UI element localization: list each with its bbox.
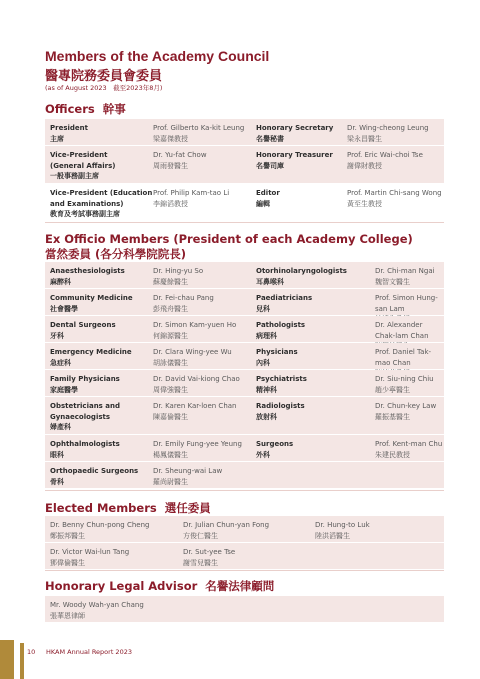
page-title-chinese: 醫專院務委員會委員 xyxy=(45,69,163,84)
ex-officio-heading-zh: 當然委員 (各分科學院院長) xyxy=(45,247,187,261)
college-row xyxy=(45,289,444,315)
college-label: Obstetricians and Gynaecologists 婦產科 xyxy=(50,402,120,431)
elected-heading-en: Elected Members xyxy=(45,501,157,515)
member-name: Prof. Philip Kam-tao Li 李錦滔教授 xyxy=(153,189,230,208)
college-label: Radiologists 放射科 xyxy=(256,402,305,421)
page-number: 10 xyxy=(27,648,36,656)
college-row xyxy=(45,397,444,434)
college-row xyxy=(45,462,444,488)
member-name: Dr. Fei-chau Pang 彭飛舟醫生 xyxy=(153,294,214,313)
member-name: Dr. Wing-cheong Leung 梁永昌醫生 xyxy=(347,124,429,143)
member-name: Dr. David Vai-kiong Chao 周偉強醫生 xyxy=(153,375,240,394)
officers-heading-zh: 幹事 xyxy=(102,102,126,116)
member-name: Dr. Clara Wing-yee Wu 胡詠儀醫生 xyxy=(153,348,232,367)
officers-heading xyxy=(45,101,126,117)
member-name: Prof. Martin Chi-sang Wong 黃至生教授 xyxy=(347,189,442,208)
role-label: Honorary Treasurer 名譽司庫 xyxy=(256,151,333,170)
member-name: Dr. Chi-man Ngai 魏智文醫生 xyxy=(375,267,435,286)
as-of-date: (as of August 2023 截至2023年8月) xyxy=(45,84,163,92)
footer-accent-bar xyxy=(0,640,14,679)
report-title: HKAM Annual Report 2023 xyxy=(46,648,132,656)
member-name: Dr. Julian Chun-yan Fong 方俊仁醫生 xyxy=(183,521,270,540)
member-name: Dr. Siu-ning Chiu 趙少寧醫生 xyxy=(375,375,434,394)
member-name: Dr. Emily Fung-yee Yeung 楊鳳儀醫生 xyxy=(153,440,242,459)
role-label: Honorary Secretary 名譽秘書 xyxy=(256,124,334,143)
member-name: Prof. Daniel Tak-mao Chan xyxy=(375,348,432,367)
member-name: Dr. Hing-yu So 蘇慶餘醫生 xyxy=(153,267,204,286)
college-label: Anaesthesiologists 麻醉科 xyxy=(50,267,125,286)
college-label: Paediatricians 兒科 xyxy=(256,294,313,313)
elected-row xyxy=(45,516,444,542)
member-name: Dr. Chun-key Law 羅振基醫生 xyxy=(375,402,437,421)
elected-row xyxy=(45,543,444,569)
member-name: Dr. Simon Kam-yuen Ho 何錦源醫生 xyxy=(153,321,237,340)
section-divider xyxy=(45,222,444,223)
legal-row xyxy=(45,596,444,622)
college-label: Dental Surgeons 牙科 xyxy=(50,321,116,340)
ex-officio-heading xyxy=(45,232,413,262)
member-name: Dr. Sut-yee Tse 謝雪兒醫生 xyxy=(183,548,236,567)
member-name: Dr. Alexander Chak-lam Chan xyxy=(375,321,429,340)
role-label: President 主席 xyxy=(50,124,88,143)
college-row xyxy=(45,370,444,396)
legal-heading-en: Honorary Legal Advisor xyxy=(45,579,198,593)
college-label: Emergency Medicine 急症科 xyxy=(50,348,132,367)
college-row xyxy=(45,262,444,288)
college-label: Psychiatrists 精神科 xyxy=(256,375,307,394)
member-name: Dr. Hung-to Luk 陸洪滔醫生 xyxy=(315,521,370,540)
college-label: Otorhinolaryngologists 耳鼻喉科 xyxy=(256,267,347,286)
member-name: Prof. Gilberto Ka-kit Leung 梁嘉傑教授 xyxy=(153,124,245,143)
college-row xyxy=(45,435,444,461)
officer-row xyxy=(45,184,444,222)
college-label: Surgeons 外科 xyxy=(256,440,294,459)
college-label: Orthopaedic Surgeons 骨科 xyxy=(50,467,139,486)
officer-row xyxy=(45,119,444,145)
member-name: Prof. Eric Wai-choi Tse 謝偉財教授 xyxy=(347,151,423,170)
member-name: Dr. Victor Wai-lun Tang 鄧偉倫醫生 xyxy=(50,548,130,567)
member-name: Mr. Woody Wah-yan Chang 張華恩律師 xyxy=(50,601,144,620)
role-label: Editor 編輯 xyxy=(256,189,280,208)
college-label: Community Medicine 社會醫學 xyxy=(50,294,133,313)
footer-divider-bar xyxy=(20,643,24,679)
college-label: Ophthalmologists 眼科 xyxy=(50,440,120,459)
role-label: Vice-President (General Affairs) 一般事務副主席 xyxy=(50,151,116,180)
page-title: Members of the Academy Council xyxy=(45,48,270,64)
legal-heading-zh: 名譽法律顧問 xyxy=(205,579,275,593)
elected-heading xyxy=(45,500,211,516)
ex-officio-heading-en: Ex Officio Members (President of each Academy College) xyxy=(45,232,413,246)
officer-row xyxy=(45,146,444,183)
section-divider xyxy=(45,570,444,571)
member-name: Dr. Karen Kar-loen Chan 陳嘉倫醫生 xyxy=(153,402,237,421)
member-name: Dr. Sheung-wai Law 羅尚尉醫生 xyxy=(153,467,223,486)
college-label: Physicians 內科 xyxy=(256,348,298,367)
member-name: Prof. Simon Hung-san Lam xyxy=(375,294,438,313)
college-row xyxy=(45,343,444,369)
section-divider xyxy=(45,490,444,491)
officers-heading-en: Officers xyxy=(45,102,95,116)
member-name: Dr. Benny Chun-pong Cheng 鄭振邦醫生 xyxy=(50,521,150,540)
college-label: Family Physicians 家庭醫學 xyxy=(50,375,120,394)
member-name: Prof. Kent-man Chu 朱建民教授 xyxy=(375,440,443,459)
college-row xyxy=(45,316,444,342)
role-label: Vice-President (Education and Examinations) 教育及考試事務副主席 xyxy=(50,189,153,218)
college-label: Pathologists 病理科 xyxy=(256,321,306,340)
elected-heading-zh: 選任委員 xyxy=(164,501,211,515)
member-name: Dr. Yu-fat Chow 周雨發醫生 xyxy=(153,151,207,170)
legal-heading xyxy=(45,578,274,594)
